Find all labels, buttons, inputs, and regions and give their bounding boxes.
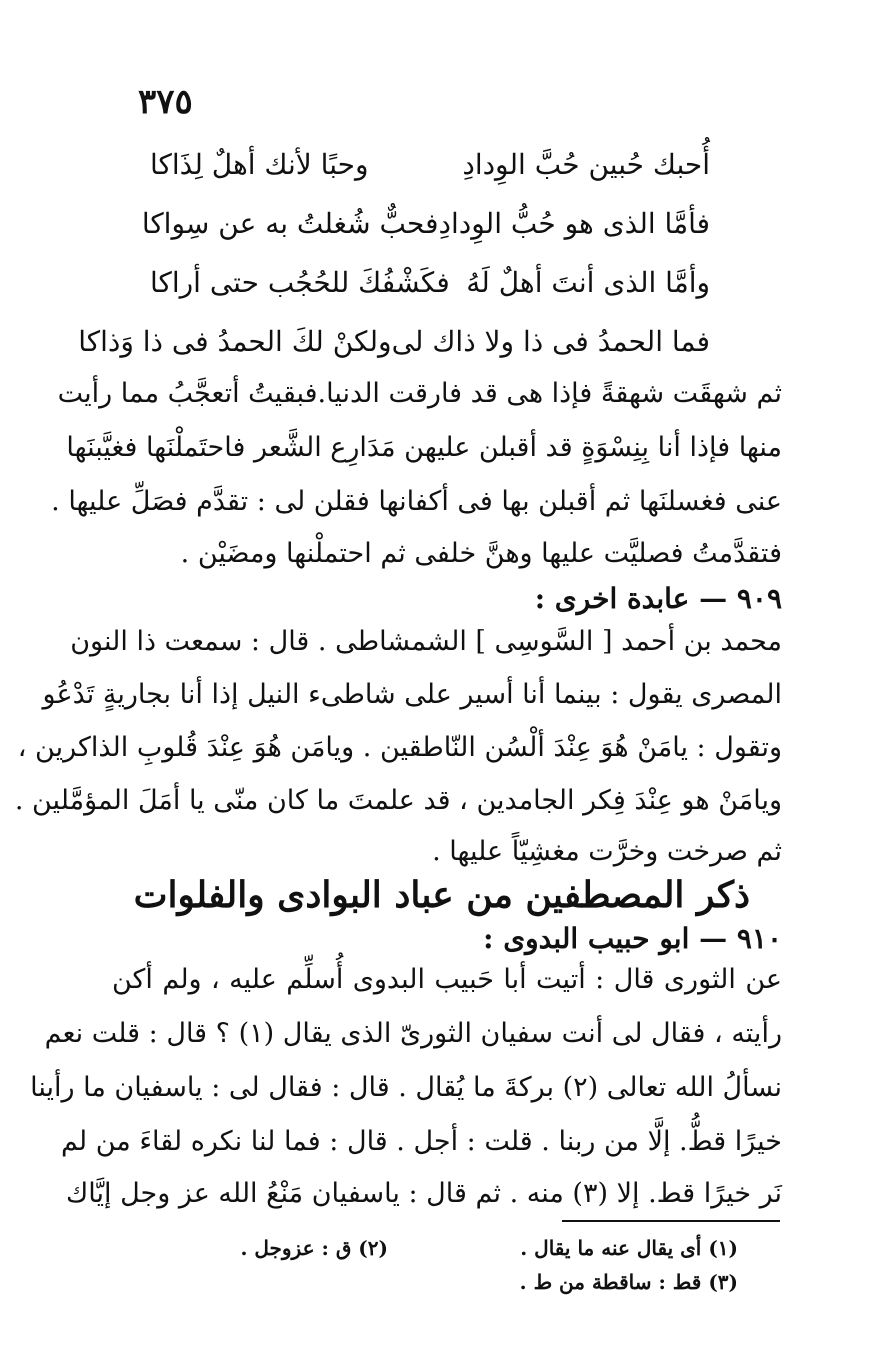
text-line: نسألُ الله تعالى (٢) بركةَ ما يُقال . قال : فقال لى : ياسفيان ما رأينا (30, 1072, 782, 1103)
poem-verse (150, 266, 710, 326)
entry-heading: ٩٠٩ — عابدة اخرى : (534, 582, 782, 615)
text-line: المصرى يقول : بينما أنا أسير على شاطىء النيل إذا أنا بجاريةٍ تَدْعُو (42, 679, 782, 710)
poem-verse (78, 325, 710, 385)
text-line: رأيته ، فقال لى أنت سفيان الثورىّ الذى يقال (١) ؟ قال : قلت نعم (44, 1018, 782, 1049)
section-title: ذكر المصطفين من عباد البوادى والفلوات (133, 874, 750, 916)
poem-verse (150, 148, 710, 208)
text-line: ثم شهقَت شهقةً فإذا هى قد فارقت الدنيا.فبقيتُ أتعجَّبُ مما رأيت (57, 378, 782, 409)
footnote-divider (562, 1220, 780, 1222)
text-line: عنى فغسلنَها ثم أقبلن بها فى أكفانها فقلن لى : تقدَّم فصَلِّ عليها . (51, 486, 782, 517)
verse-first-hemistich: وأمَّا الذى أنتَ أهلٌ لَهُ (466, 266, 710, 299)
poem-verse (141, 207, 710, 267)
page-number: ٣٧٥ (138, 82, 193, 122)
verse-second-hemistich: فكَشْفُكَ للحُجُب حتى أراكا (150, 266, 450, 299)
verse-first-hemistich: فأمَّا الذى هو حُبُّ الوِدادِ (438, 207, 710, 240)
text-line: نَر خيرًا قط. إلا (٣) منه . ثم قال : ياسفيان مَنْعُ الله عز وجل إيَّاك (65, 1178, 782, 1209)
text-line: محمد بن أحمد [ السَّوسِى ] الشمشاطى . قال : سمعت ذا النون (70, 626, 782, 657)
text-line: ويامَنْ هو عِنْدَ فِكر الجامدين ، قد علمتَ ما كان منّى يا أمَلَ المؤمَّلين . (14, 785, 782, 816)
text-line: ثم صرخت وخرَّت مغشِيّاً عليها . (432, 836, 782, 867)
footnote: (٣) قط : ساقطة من ط . (519, 1270, 738, 1294)
footnote: (١) أى يقال عنه ما يقال . (520, 1236, 738, 1260)
verse-first-hemistich: فما الحمدُ فى ذا ولا ذاك لى (391, 325, 710, 358)
verse-second-hemistich: ولكنْ لكَ الحمدُ فى ذا وَذاكا (78, 325, 392, 358)
entry-heading: ٩١٠ — ابو حبيب البدوى : (483, 922, 782, 955)
text-line: فتقدَّمتُ فصليَّت عليها وهنَّ خلفى ثم احتملْنها ومضَيْن . (180, 538, 782, 569)
text-line: عن الثورى قال : أتيت أبا حَبيب البدوى أُسلِّم عليه ، ولم أكن (112, 964, 782, 995)
footnote: (٢) ق : عزوجل . (240, 1236, 388, 1260)
text-line: منها فإذا أنا بِنِسْوَةٍ قد أقبلن عليهن مَدَارِع الشَّعر فاحتَملْنَها فغيَّبنَها (66, 432, 782, 463)
text-line: خيرًا قطُّ. إلَّا من ربنا . قلت : أجل . قال : فما لنا نكره لقاءَ من لم (60, 1126, 782, 1157)
verse-first-hemistich: أُحبك حُبين حُبَّ الوِدادِ (462, 148, 710, 181)
verse-second-hemistich: وحبًا لأنك أهلٌ لِذَاكا (150, 148, 369, 181)
text-line: وتقول : يامَنْ هُوَ عِنْدَ ألْسُن النّاطقين . ويامَن هُوَ عِنْدَ قُلوبِ الذاكرين ، (17, 732, 782, 763)
verse-second-hemistich: فحبٌّ شُغلتُ به عن سِواكا (141, 207, 439, 240)
